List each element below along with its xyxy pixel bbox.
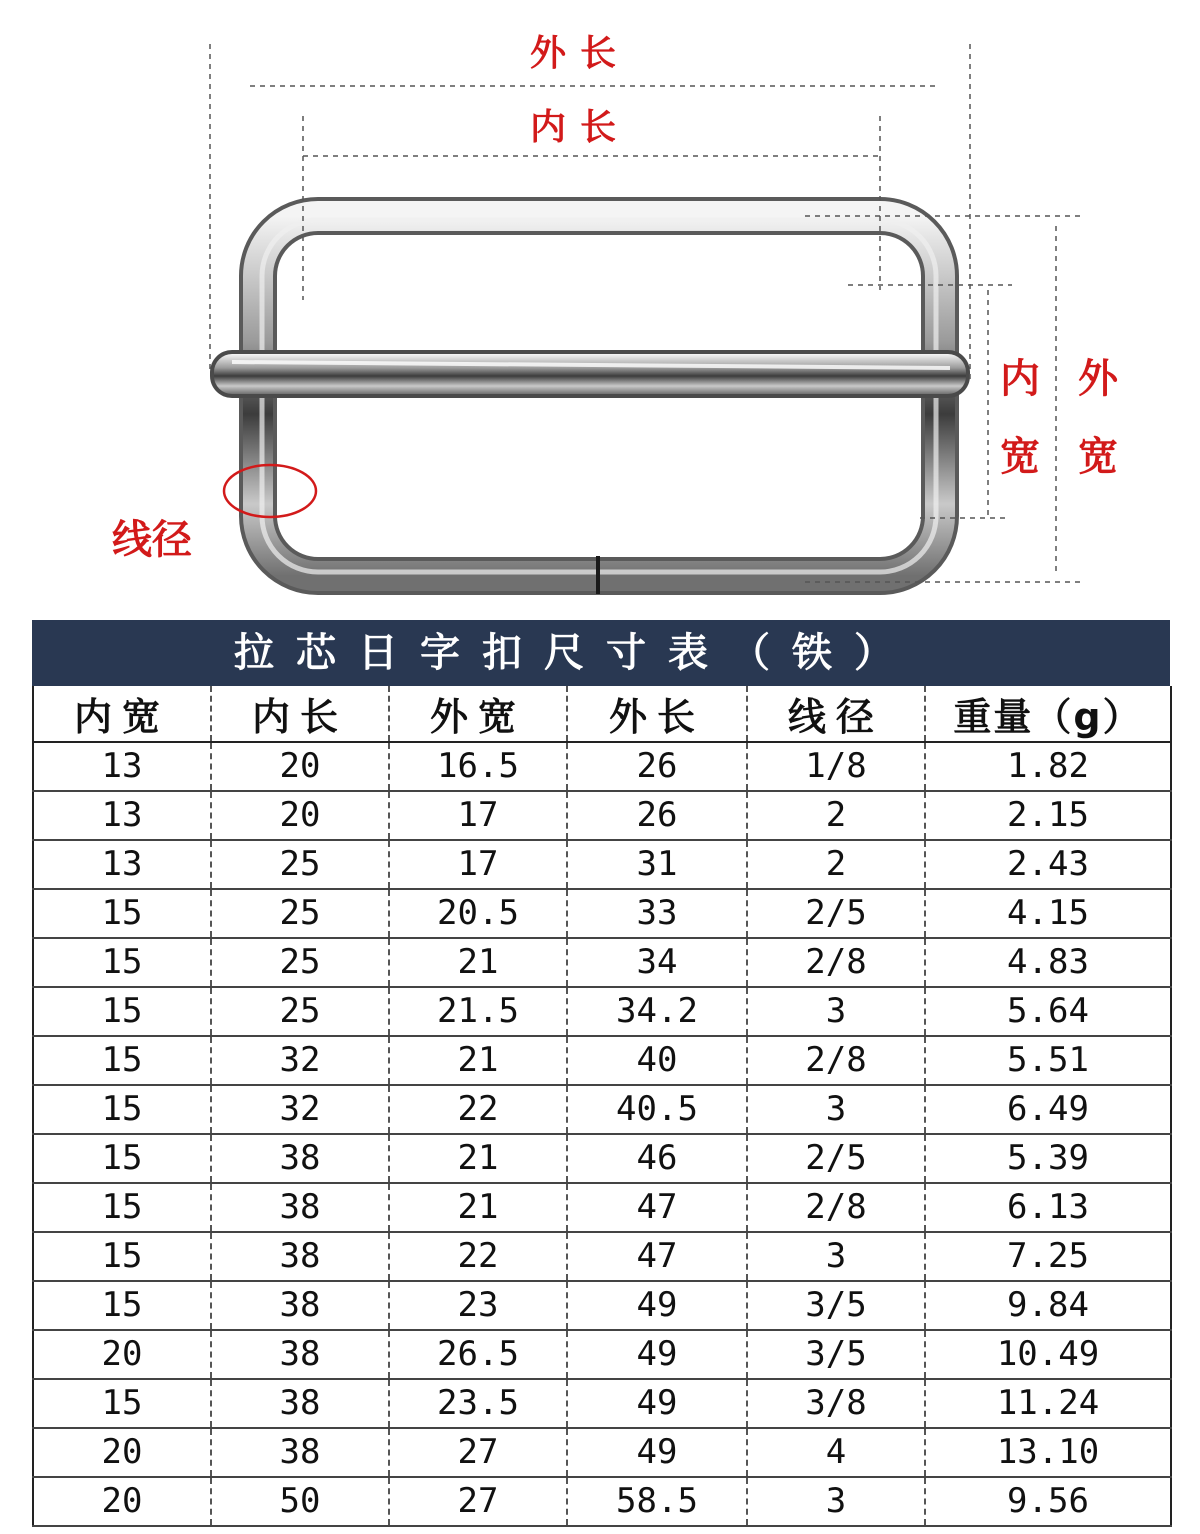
cell-wire-diameter: 3 xyxy=(747,1085,925,1134)
cell-weight: 9.84 xyxy=(925,1281,1171,1330)
cell-inner-length: 38 xyxy=(211,1134,389,1183)
cell-outer-length: 49 xyxy=(567,1281,747,1330)
cell-wire-diameter: 3/5 xyxy=(747,1281,925,1330)
cell-weight: 6.13 xyxy=(925,1183,1171,1232)
cell-outer-width: 17 xyxy=(389,791,567,840)
table-row xyxy=(33,1428,1171,1477)
cell-inner-length: 25 xyxy=(211,889,389,938)
cell-weight: 10.49 xyxy=(925,1330,1171,1379)
cell-outer-length: 33 xyxy=(567,889,747,938)
buckle-slider-bar xyxy=(210,350,970,398)
cell-wire-diameter: 2/5 xyxy=(747,889,925,938)
header-inner-length: 内长 xyxy=(211,686,389,742)
cell-inner-width: 20 xyxy=(33,1477,211,1526)
cell-inner-length: 25 xyxy=(211,987,389,1036)
cell-inner-length: 20 xyxy=(211,742,389,791)
table-row xyxy=(33,1330,1171,1379)
cell-inner-width: 13 xyxy=(33,742,211,791)
cell-inner-width: 15 xyxy=(33,1281,211,1330)
cell-outer-width: 21 xyxy=(389,1183,567,1232)
cell-weight: 13.10 xyxy=(925,1428,1171,1477)
header-inner-width: 内宽 xyxy=(33,686,211,742)
table-row xyxy=(33,1379,1171,1428)
cell-weight: 7.25 xyxy=(925,1232,1171,1281)
cell-inner-length: 38 xyxy=(211,1379,389,1428)
cell-outer-width: 21 xyxy=(389,1134,567,1183)
cell-inner-length: 38 xyxy=(211,1232,389,1281)
label-inner-width: 内宽 xyxy=(1000,356,1040,480)
label-wire-diameter: 线径 xyxy=(112,517,192,563)
cell-outer-length: 31 xyxy=(567,840,747,889)
cell-inner-width: 15 xyxy=(33,1232,211,1281)
cell-inner-length: 20 xyxy=(211,791,389,840)
cell-outer-width: 16.5 xyxy=(389,742,567,791)
buckle-frame xyxy=(258,216,940,594)
table-row xyxy=(33,1085,1171,1134)
table-row xyxy=(33,791,1171,840)
cell-outer-length: 34 xyxy=(567,938,747,987)
cell-weight: 5.51 xyxy=(925,1036,1171,1085)
table-row xyxy=(33,1477,1171,1526)
table-title: 拉芯日字扣尺寸表（铁） xyxy=(32,620,1170,686)
cell-outer-width: 26.5 xyxy=(389,1330,567,1379)
size-table-section xyxy=(32,620,1170,1527)
cell-wire-diameter: 4 xyxy=(747,1428,925,1477)
cell-inner-length: 38 xyxy=(211,1281,389,1330)
cell-inner-width: 13 xyxy=(33,840,211,889)
cell-wire-diameter: 2/5 xyxy=(747,1134,925,1183)
cell-outer-width: 21 xyxy=(389,1036,567,1085)
table-row xyxy=(33,742,1171,791)
table-row xyxy=(33,840,1171,889)
cell-inner-width: 13 xyxy=(33,791,211,840)
cell-outer-length: 34.2 xyxy=(567,987,747,1036)
table-row xyxy=(33,1183,1171,1232)
cell-inner-width: 15 xyxy=(33,1379,211,1428)
cell-wire-diameter: 3/5 xyxy=(747,1330,925,1379)
cell-wire-diameter: 2 xyxy=(747,791,925,840)
cell-outer-length: 47 xyxy=(567,1183,747,1232)
cell-outer-length: 49 xyxy=(567,1379,747,1428)
header-wire-diameter: 线径 xyxy=(747,686,925,742)
cell-wire-diameter: 3/8 xyxy=(747,1379,925,1428)
cell-wire-diameter: 3 xyxy=(747,1232,925,1281)
table-row xyxy=(33,938,1171,987)
cell-outer-width: 22 xyxy=(389,1085,567,1134)
cell-inner-width: 15 xyxy=(33,1036,211,1085)
cell-wire-diameter: 2/8 xyxy=(747,938,925,987)
cell-outer-length: 40.5 xyxy=(567,1085,747,1134)
cell-outer-width: 21 xyxy=(389,938,567,987)
cell-outer-length: 26 xyxy=(567,742,747,791)
cell-inner-length: 32 xyxy=(211,1085,389,1134)
cell-inner-length: 32 xyxy=(211,1036,389,1085)
table-row xyxy=(33,889,1171,938)
header-weight: 重量（g） xyxy=(925,686,1171,742)
label-outer-length: 外长 xyxy=(530,33,631,74)
cell-weight: 4.15 xyxy=(925,889,1171,938)
table-row xyxy=(33,987,1171,1036)
cell-weight: 2.15 xyxy=(925,791,1171,840)
cell-outer-width: 17 xyxy=(389,840,567,889)
cell-outer-length: 58.5 xyxy=(567,1477,747,1526)
cell-wire-diameter: 2/8 xyxy=(747,1036,925,1085)
table-body xyxy=(33,742,1171,1526)
label-outer-width: 外宽 xyxy=(1078,356,1118,480)
cell-outer-width: 23 xyxy=(389,1281,567,1330)
cell-outer-width: 23.5 xyxy=(389,1379,567,1428)
cell-outer-width: 27 xyxy=(389,1428,567,1477)
cell-wire-diameter: 2 xyxy=(747,840,925,889)
size-table xyxy=(32,686,1172,1527)
cell-outer-length: 49 xyxy=(567,1330,747,1379)
buckle-diagram xyxy=(0,0,1200,600)
table-row xyxy=(33,1281,1171,1330)
cell-outer-width: 20.5 xyxy=(389,889,567,938)
cell-outer-length: 47 xyxy=(567,1232,747,1281)
cell-inner-length: 38 xyxy=(211,1428,389,1477)
cell-weight: 5.64 xyxy=(925,987,1171,1036)
cell-weight: 9.56 xyxy=(925,1477,1171,1526)
cell-weight: 1.82 xyxy=(925,742,1171,791)
cell-inner-length: 25 xyxy=(211,840,389,889)
cell-inner-width: 20 xyxy=(33,1330,211,1379)
table-row xyxy=(33,1232,1171,1281)
cell-wire-diameter: 2/8 xyxy=(747,1183,925,1232)
cell-weight: 5.39 xyxy=(925,1134,1171,1183)
table-row xyxy=(33,1134,1171,1183)
cell-wire-diameter: 3 xyxy=(747,1477,925,1526)
cell-inner-width: 15 xyxy=(33,1134,211,1183)
cell-inner-width: 15 xyxy=(33,889,211,938)
cell-wire-diameter: 3 xyxy=(747,987,925,1036)
cell-inner-width: 15 xyxy=(33,1085,211,1134)
cell-inner-length: 38 xyxy=(211,1183,389,1232)
table-row xyxy=(33,1036,1171,1085)
cell-weight: 4.83 xyxy=(925,938,1171,987)
cell-weight: 2.43 xyxy=(925,840,1171,889)
cell-inner-length: 25 xyxy=(211,938,389,987)
table-header-row xyxy=(33,686,1171,742)
cell-inner-width: 20 xyxy=(33,1428,211,1477)
label-inner-length: 内长 xyxy=(530,107,631,148)
cell-weight: 11.24 xyxy=(925,1379,1171,1428)
cell-wire-diameter: 1/8 xyxy=(747,742,925,791)
header-outer-length: 外长 xyxy=(567,686,747,742)
buckle-illustration xyxy=(0,0,1200,600)
cell-weight: 6.49 xyxy=(925,1085,1171,1134)
cell-inner-width: 15 xyxy=(33,987,211,1036)
cell-outer-width: 27 xyxy=(389,1477,567,1526)
header-outer-width: 外宽 xyxy=(389,686,567,742)
cell-inner-length: 50 xyxy=(211,1477,389,1526)
cell-outer-length: 26 xyxy=(567,791,747,840)
cell-inner-width: 15 xyxy=(33,938,211,987)
cell-inner-length: 38 xyxy=(211,1330,389,1379)
cell-inner-width: 15 xyxy=(33,1183,211,1232)
cell-outer-length: 49 xyxy=(567,1428,747,1477)
cell-outer-width: 22 xyxy=(389,1232,567,1281)
cell-outer-length: 46 xyxy=(567,1134,747,1183)
cell-outer-width: 21.5 xyxy=(389,987,567,1036)
cell-outer-length: 40 xyxy=(567,1036,747,1085)
